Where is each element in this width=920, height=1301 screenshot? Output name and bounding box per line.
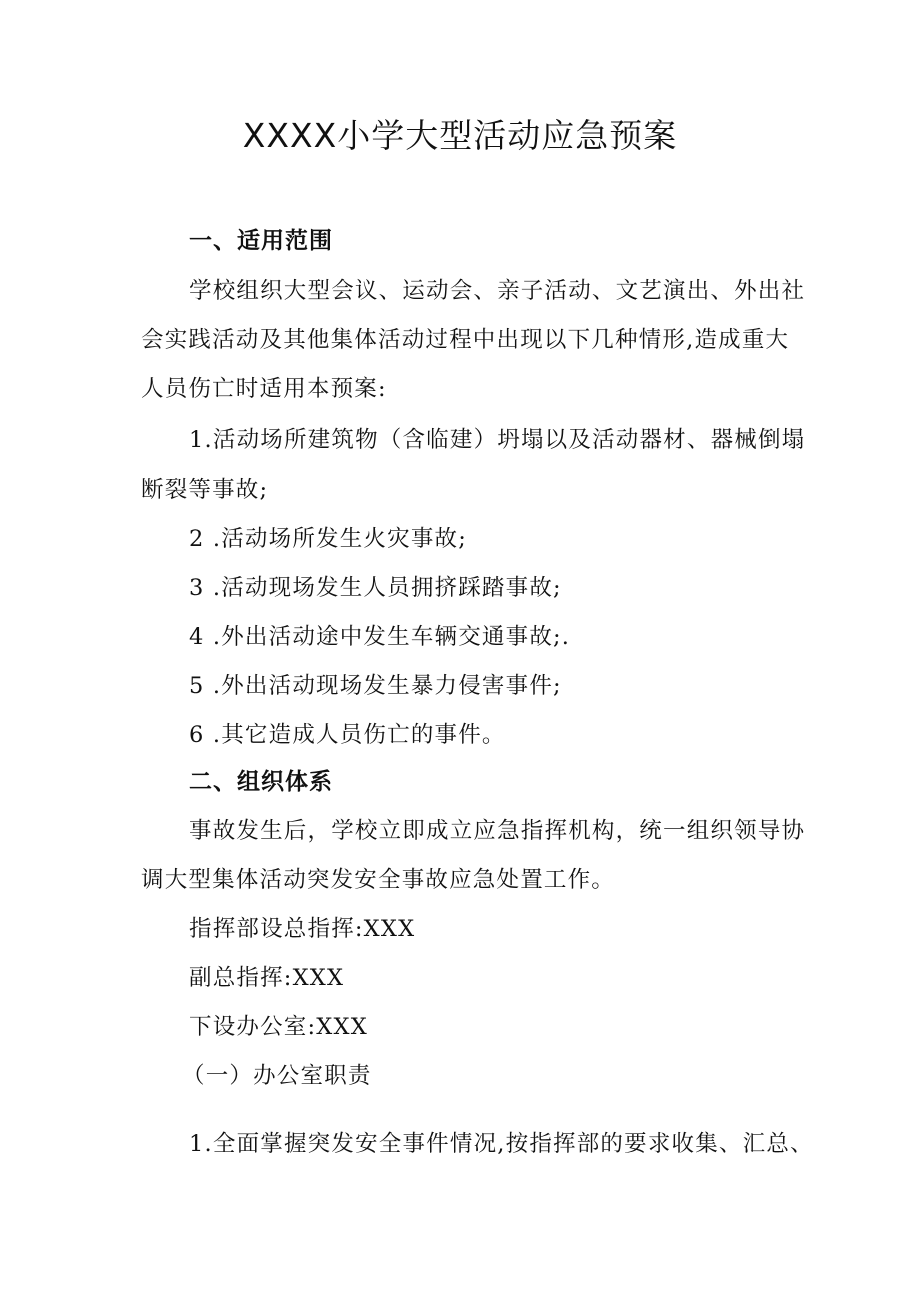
- paragraph-line: 调大型集体活动突发安全事故应急处置工作。: [141, 867, 616, 893]
- duty-line: 1.全面掌握突发安全事件情况,按指挥部的要求收集、汇总、: [189, 1131, 814, 1157]
- list-item: 4 .外出活动途中发生车辆交通事故;.: [189, 624, 571, 650]
- sub-heading-office-duties: （一）办公室职责: [182, 1063, 372, 1089]
- paragraph-line: 学校组织大型会议、运动会、亲子活动、文艺演出、外出社: [189, 278, 806, 304]
- deputy-line: 副总指挥:XXX: [189, 965, 345, 991]
- paragraph-line: 事故发生后，学校立即成立应急指挥机构，统一组织领导协: [189, 818, 806, 844]
- list-item: 1.活动场所建筑物（含临建）坍塌以及活动器材、器械倒塌: [189, 427, 806, 453]
- list-item: 2 .活动场所发生火灾事故;: [189, 526, 468, 552]
- paragraph-line: 会实践活动及其他集体活动过程中出现以下几种情形,造成重大: [141, 327, 790, 353]
- list-item: 5 .外出活动现场发生暴力侵害事件;: [189, 673, 562, 699]
- commander-line: 指挥部设总指挥:XXX: [189, 916, 416, 942]
- office-line: 下设办公室:XXX: [189, 1014, 368, 1040]
- list-item: 3 .活动现场发生人员拥挤踩踏事故;: [189, 575, 562, 601]
- list-item: 6 .其它造成人员伤亡的事件。: [189, 722, 506, 748]
- section-heading-scope: 一、适用范围: [189, 228, 333, 254]
- paragraph-line: 人员伤亡时适用本预案:: [141, 376, 387, 402]
- document-title: XXXX小学大型活动应急预案: [242, 116, 678, 155]
- list-item: 断裂等事故;: [141, 477, 269, 503]
- section-heading-organization: 二、组织体系: [189, 769, 333, 795]
